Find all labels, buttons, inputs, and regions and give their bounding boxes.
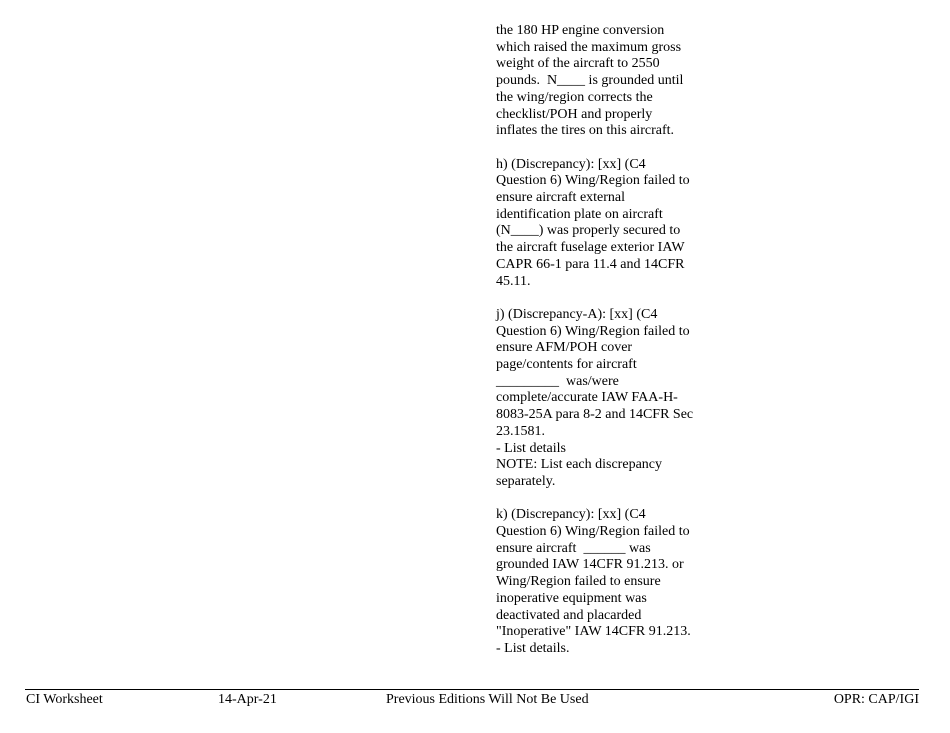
text-line: weight of the aircraft to 2550 xyxy=(496,56,660,72)
text-line: (N____) was properly secured to xyxy=(496,223,681,239)
paragraph-g-continued xyxy=(496,23,711,140)
text-line: CAPR 66-1 para 11.4 and 14CFR xyxy=(496,256,685,272)
text-line: inoperative equipment was xyxy=(496,590,647,606)
text-line: which raised the maximum gross xyxy=(496,39,682,55)
text-line: NOTE: List each discrepancy xyxy=(496,457,662,473)
text-line: pounds. N____ is grounded until xyxy=(496,73,684,89)
footer-edition-note: Previous Editions Will Not Be Used xyxy=(386,692,589,707)
text-line: the aircraft fuselage exterior IAW xyxy=(496,240,685,256)
text-line: ensure aircraft ______ was xyxy=(496,540,651,556)
text-line: checklist/POH and properly xyxy=(496,106,653,122)
text-line: the 180 HP engine conversion xyxy=(496,23,665,38)
text-line: - List details xyxy=(496,440,566,456)
text-line: identification plate on aircraft xyxy=(496,206,663,222)
footer-opr: OPR: CAP/IGI xyxy=(833,692,919,707)
paragraph-k-discrepancy xyxy=(496,507,711,657)
text-line: deactivated and placarded xyxy=(496,607,642,623)
text-line: j) (Discrepancy-A): [xx] (C4 xyxy=(496,306,658,322)
text-line: the wing/region corrects the xyxy=(496,89,653,105)
text-line: h) (Discrepancy): [xx] (C4 xyxy=(496,156,646,172)
paragraph-h-discrepancy xyxy=(496,157,711,291)
text-line: complete/accurate IAW FAA-H- xyxy=(496,390,678,406)
footer-form-name: CI Worksheet xyxy=(26,692,103,707)
text-line: inflates the tires on this aircraft. xyxy=(496,123,675,139)
findings-column xyxy=(496,23,711,674)
text-line: Question 6) Wing/Region failed to xyxy=(496,173,690,189)
text-line: ensure AFM/POH cover xyxy=(496,340,633,356)
text-line: 23.1581. xyxy=(496,423,545,439)
text-line: 45.11. xyxy=(496,273,531,289)
footer-date: 14-Apr-21 xyxy=(218,692,277,707)
text-line: k) (Discrepancy): [xx] (C4 xyxy=(496,507,646,523)
text-line: Wing/Region failed to ensure xyxy=(496,574,661,590)
text-line: "Inoperative" IAW 14CFR 91.213. xyxy=(496,624,691,640)
text-line: _________ was/were xyxy=(496,373,619,389)
text-line: ensure aircraft external xyxy=(496,190,626,206)
text-line: Question 6) Wing/Region failed to xyxy=(496,323,690,339)
text-line: grounded IAW 14CFR 91.213. or xyxy=(496,557,684,573)
text-line: Question 6) Wing/Region failed to xyxy=(496,524,690,540)
text-line: - List details. xyxy=(496,640,570,656)
text-line: page/contents for aircraft xyxy=(496,357,637,373)
text-line: 8083-25A para 8-2 and 14CFR Sec xyxy=(496,407,694,423)
paragraph-j-discrepancy xyxy=(496,307,711,491)
text-line: separately. xyxy=(496,473,556,489)
footer-divider xyxy=(25,689,919,690)
